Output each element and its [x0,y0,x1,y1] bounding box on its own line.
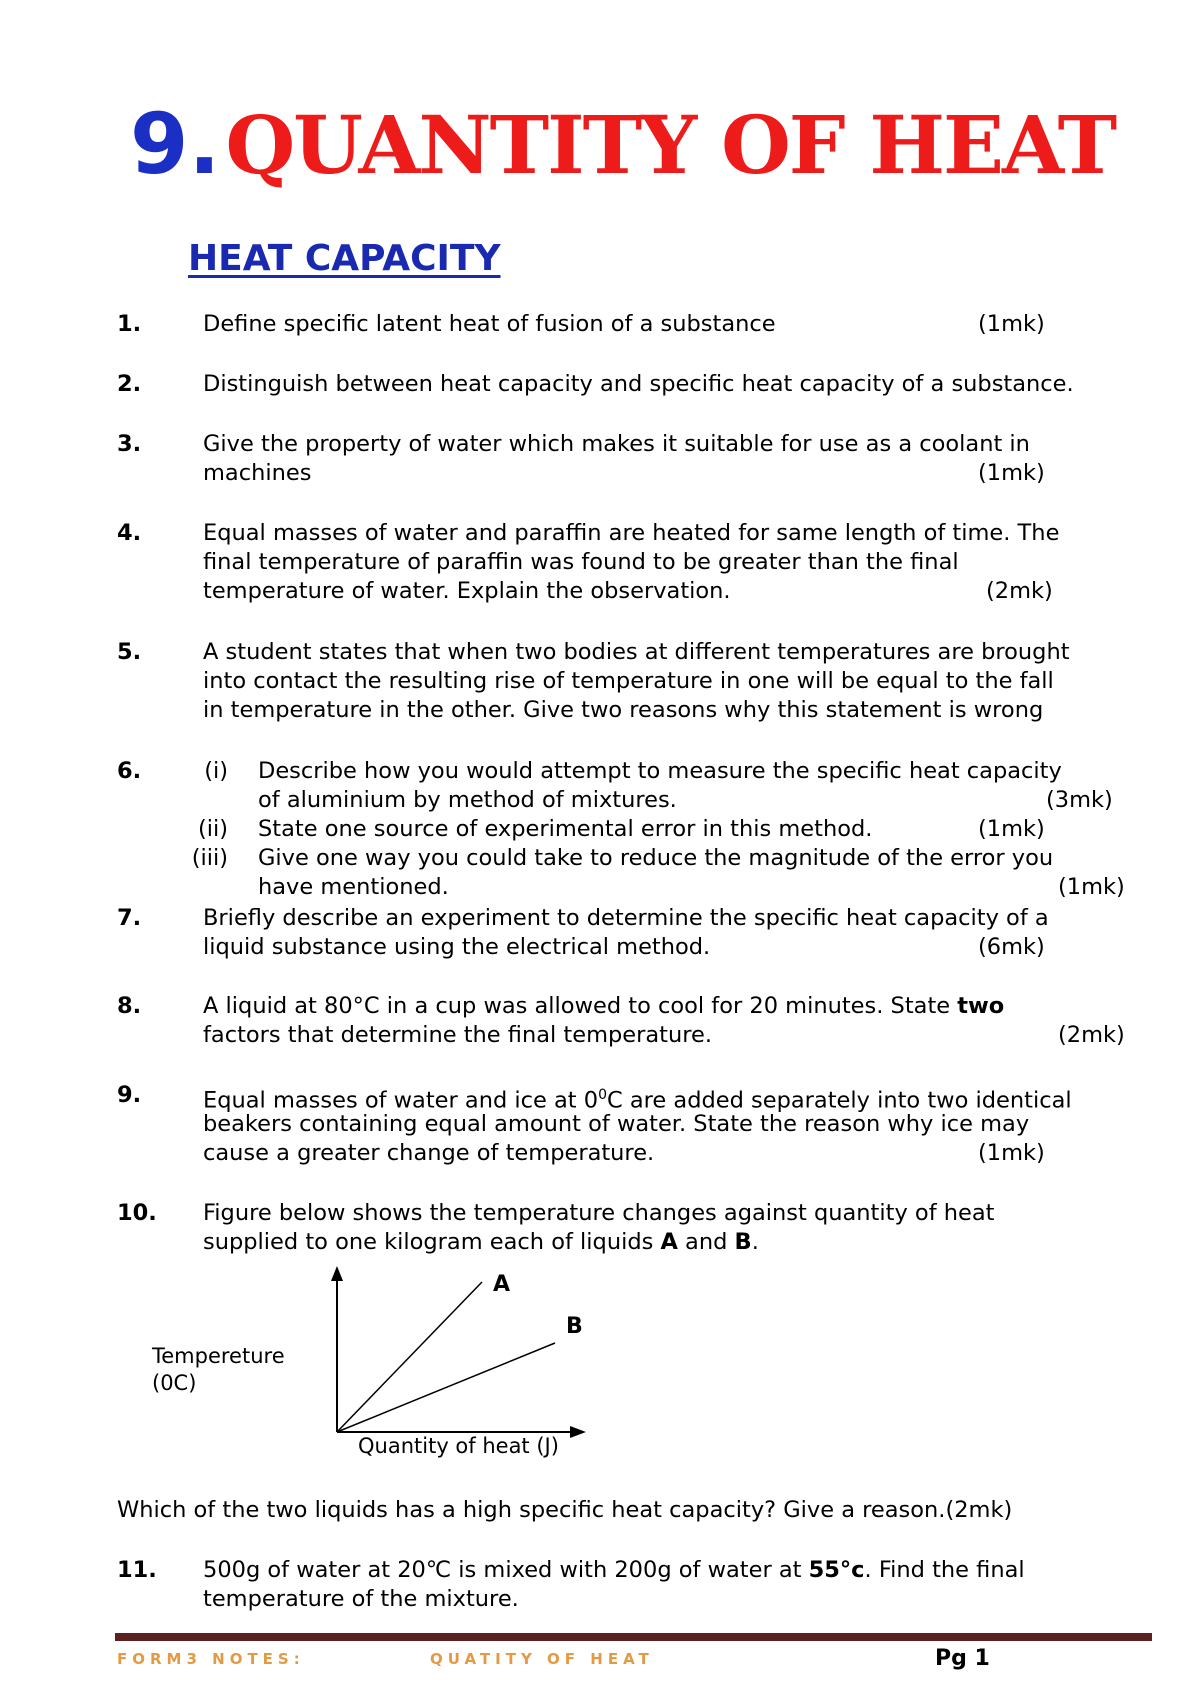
question-text-line: Briefly describe an experiment to determine the specific heat capacity of a [203,905,1049,931]
part-number: (iii) [191,845,228,871]
line-a [337,1282,482,1432]
footer-left: FORM3 NOTES: [117,1650,305,1668]
question-marks: (2mk) [986,578,1053,604]
question-text: 500g of water at 20℃ is mixed with 200g of water at [203,1557,809,1583]
question-text-line: factors that determine the final temperature. [203,1022,712,1048]
liquid-b-ref: B [734,1229,752,1255]
question-text-line: temperature of the mixture. [203,1586,519,1612]
line-b-label: B [566,1314,583,1339]
question-text: . [751,1229,759,1255]
footer-divider [115,1633,1152,1641]
question-text: A liquid at 80°C in a cup was allowed to cool for 20 minutes. State [203,993,958,1019]
page-number: Pg 1 [935,1646,990,1671]
question-number: 3. [117,431,142,457]
question-text: C are added separately into two identical [607,1087,1072,1114]
part-marks: (3mk) [1046,787,1113,813]
y-axis-arrow [331,1266,343,1281]
y-axis-label-line: Tempereture [152,1344,285,1368]
y-axis-label [152,1343,285,1397]
question-text: Equal masses of water and ice at 0 [203,1087,599,1114]
question-marks: (1mk) [978,311,1045,337]
part-marks: (1mk) [1058,874,1125,900]
line-b [337,1343,555,1432]
part-number: (i) [204,758,228,784]
chapter-title: QUANTITY OF HEAT [225,98,1116,192]
part-text-line: State one source of experimental error in this method. [258,816,873,842]
emphasis-text: two [957,993,1005,1019]
question-text-line: machines [203,460,312,486]
question-number: 5. [117,639,142,665]
question-number: 6. [117,758,142,784]
question-number: 8. [117,993,142,1019]
question-text-line: into contact the resulting rise of temperature in one will be equal to the fall [203,668,1054,694]
question-number: 7. [117,905,142,931]
question-text: and [677,1229,735,1255]
liquid-a-ref: A [660,1229,678,1255]
superscript: 0 [598,1087,608,1103]
question-text-line: Equal masses of water and paraffin are heated for same length of time. The [203,520,1060,546]
question-marks: (2mk) [1058,1022,1125,1048]
question-text-line: beakers containing equal amount of water. State the reason why ice may [203,1111,1030,1137]
question-text: Distinguish between heat capacity and specific heat capacity of a substance. [203,371,1074,397]
question-number: 2. [117,371,142,397]
followup-question: Which of the two liquids has a high specific heat capacity? Give a reason.(2mk) [117,1497,1013,1523]
question-marks: (6mk) [978,934,1045,960]
question-text-line: liquid substance using the electrical method. [203,934,711,960]
emphasis-text: 55°c [808,1557,865,1583]
question-text-line: in temperature in the other. Give two reasons why this statement is wrong [203,697,1044,723]
part-marks: (1mk) [978,816,1045,842]
footer-center: QUATITY OF HEAT [430,1650,654,1668]
question-text-line [203,1556,1153,1585]
chapter-number: 9. [130,95,221,193]
question-text-line: Give the property of water which makes it suitable for use as a coolant in [203,431,1030,457]
question-marks: (1mk) [978,1140,1045,1166]
question-text: supplied to one kilogram each of liquids [203,1229,661,1255]
question-number: 1. [117,311,142,337]
question-text-line: Figure below shows the temperature changes against quantity of heat [203,1200,995,1226]
question-number: 10. [117,1200,157,1226]
question-text-line: temperature of water. Explain the observation. [203,578,731,604]
question-text-line: A student states that when two bodies at different temperatures are brought [203,639,1070,665]
question-text-line: cause a greater change of temperature. [203,1140,655,1166]
y-axis-label-line: (0C) [152,1371,197,1395]
question-number: 4. [117,520,142,546]
part-text-line: of aluminium by method of mixtures. [258,787,677,813]
question-marks: (1mk) [978,460,1045,486]
line-a-label: A [493,1272,511,1297]
question-text: . Find the final [864,1557,1025,1583]
section-heading: HEAT CAPACITY [188,238,501,279]
x-axis-label: Quantity of heat (J) [358,1434,559,1458]
part-text-line: Give one way you could take to reduce the magnitude of the error you [258,845,1054,871]
x-axis-arrow [570,1426,586,1438]
part-text-line: Describe how you would attempt to measure the specific heat capacity [258,758,1062,784]
part-text-line: have mentioned. [258,874,449,900]
part-number: (ii) [197,816,228,842]
question-number: 9. [117,1082,142,1108]
question-text: Define specific latent heat of fusion of a substance [203,311,776,337]
question-text-line: final temperature of paraffin was found to be greater than the final [203,549,959,575]
question-number: 11. [117,1557,157,1583]
